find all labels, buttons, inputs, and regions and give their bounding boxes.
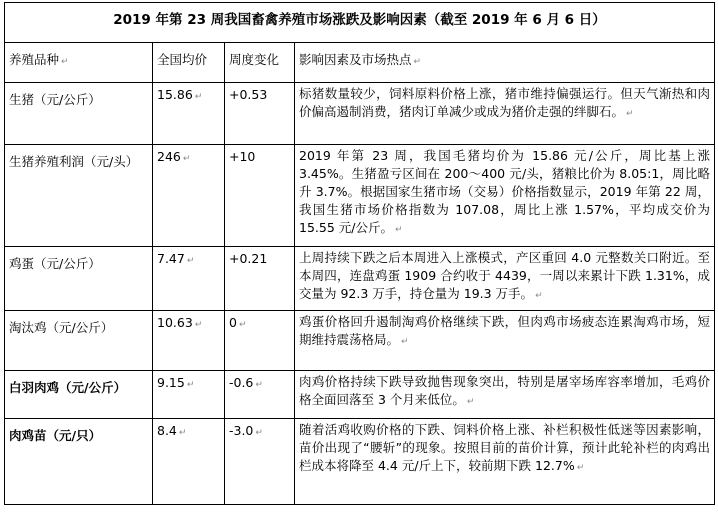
row-desc: 标猪数量较少，饲料原料价格上涨，猪市维持偏强运行。但天气渐热和肉价偏高遏制消费，猪肉订单减少或成为猪价走强的绊脚石。 ↵ [295,83,715,145]
row-name: 生猪（元/公斤） [5,83,153,145]
header-factors: 影响因素及市场热点 ↵ [295,43,715,83]
row-price: 15.86 ↵ [153,83,225,145]
header-row [5,43,715,83]
row-price: 7.47 ↵ [153,247,225,311]
row-name: 生猪养殖利润（元/头） [5,145,153,247]
table-row [5,419,715,505]
row-change: -0.6 ↵ [225,371,295,419]
row-desc: 上周持续下跌之后本周进入上涨模式，产区重回 4.0 元整数关口附近。至本周四，连盘鸡蛋 1909 合约收于 4439，一周以来累计下跌 1.31%，成交量为 92.3 万手，持仓量为 19.3 万手。 ↵ [295,247,715,311]
table-title: 2019 年第 23 周我国畜禽养殖市场涨跌及影响因素（截至 2019 年 6 月 6 日） [5,3,715,43]
row-change: +10 [225,145,295,247]
row-desc: 鸡蛋价格回升遏制淘鸡价格继续下跌，但肉鸡市场疲态连累淘鸡市场，短期维持震荡格局。 ↵ [295,311,715,371]
row-price: 9.15 ↵ [153,371,225,419]
row-price: 246 ↵ [153,145,225,247]
table-row [5,311,715,371]
livestock-market-table [4,2,715,505]
title-row [5,3,715,43]
header-variety: 养殖品种 ↵ [5,43,153,83]
row-change: 0 ↵ [225,311,295,371]
row-change: -3.0 ↵ [225,419,295,505]
table-row [5,83,715,145]
row-price: 8.4 ↵ [153,419,225,505]
table-row [5,247,715,311]
row-change: +0.53 [225,83,295,145]
row-name: 白羽肉鸡（元/公斤） [5,371,153,419]
row-desc: 肉鸡价格持续下跌导致抛售现象突出，特别是屠宰场库容率增加，毛鸡价格全面回落至 3 个月来低位。 ↵ [295,371,715,419]
document [4,2,714,505]
row-name: 肉鸡苗（元/只） [5,419,153,505]
header-national-price: 全国均价 [153,43,225,83]
row-desc: 2019 年第 23 周，我国毛猪均价为 15.86 元/公斤，周比基上涨 3.45%。生猪盈亏区间在 200～400 元/头，猪粮比价为 8.05:1，周比略升 3.7%。根据国家生猪市场（交易）价格指数显示，2019 年第 22 周，我国生猪市场价格指数为 107.08，周比上涨 1.57%，平均成交价为 15.55 元/公斤。 ↵ [295,145,715,247]
row-desc: 随着活鸡收购价格的下跌、饲料价格上涨、补栏积极性低迷等因素影响，苗价出现了“腰斩”的现象。按照目前的苗价计算，预计此轮补栏的肉鸡出栏成本将降至 4.4 元/斤上下，较前期下跌 12.7% ↵ [295,419,715,505]
row-price: 10.63 ↵ [153,311,225,371]
row-name: 鸡蛋（元/公斤） [5,247,153,311]
table-row [5,145,715,247]
row-name: 淘汰鸡（元/公斤） [5,311,153,371]
row-change: +0.21 [225,247,295,311]
table-row [5,371,715,419]
header-weekly-change: 周度变化 [225,43,295,83]
